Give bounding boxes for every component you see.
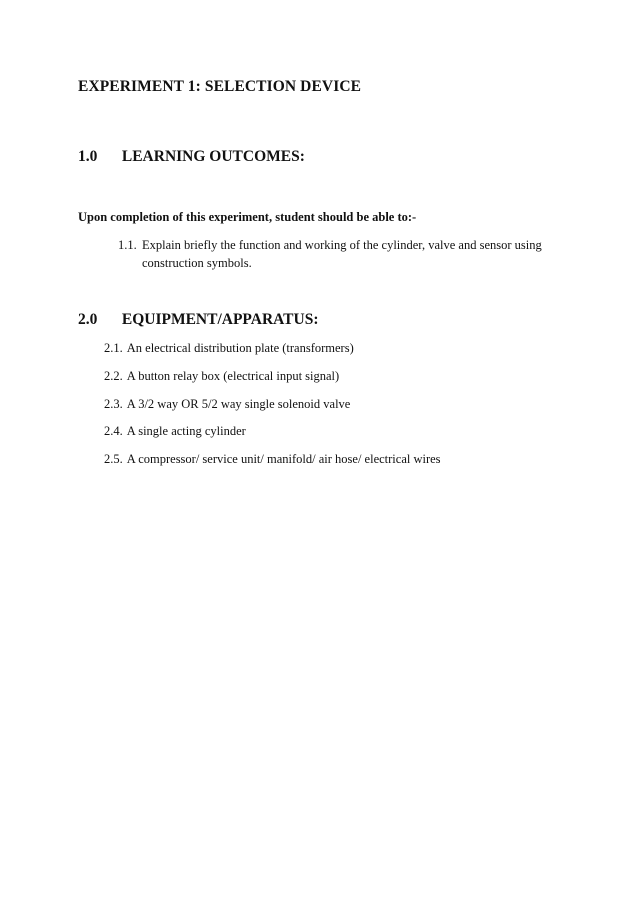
section-equipment-heading xyxy=(78,311,319,329)
section-number: 2.0 xyxy=(78,311,98,328)
item-text: An electrical distribution plate (transformers) xyxy=(126,341,354,355)
section-heading-text: EQUIPMENT/APPARATUS: xyxy=(121,311,319,328)
section-learning-outcomes-heading xyxy=(78,148,305,166)
item-text: A button relay box (electrical input signal) xyxy=(126,369,340,383)
item-text: A compressor/ service unit/ manifold/ air hose/ electrical wires xyxy=(126,452,441,466)
item-text: A single acting cylinder xyxy=(126,424,246,438)
outcome-line-1 xyxy=(118,236,564,254)
equipment-item xyxy=(104,369,339,384)
item-number: 2.3. xyxy=(104,397,123,411)
learning-outcomes-intro: Upon completion of this experiment, student should be able to:- xyxy=(78,210,417,224)
section-number: 1.0 xyxy=(78,148,98,165)
item-number: 2.1. xyxy=(104,341,123,355)
equipment-item xyxy=(104,424,246,439)
item-number: 2.4. xyxy=(104,424,123,438)
item-number: 2.5. xyxy=(104,452,123,466)
equipment-item xyxy=(104,341,354,356)
equipment-item xyxy=(104,397,350,412)
item-number: 1.1. xyxy=(118,238,137,252)
outcome-line-2: construction symbols. xyxy=(142,256,252,270)
item-text: A 3/2 way OR 5/2 way single solenoid valve xyxy=(126,397,351,411)
section-heading-text: LEARNING OUTCOMES: xyxy=(121,148,305,165)
item-number: 2.2. xyxy=(104,369,123,383)
learning-outcome-item xyxy=(118,236,564,272)
equipment-item xyxy=(104,452,441,467)
experiment-title: EXPERIMENT 1: SELECTION DEVICE xyxy=(78,78,362,95)
item-text: Explain briefly the function and working of the cylinder, valve and sensor using xyxy=(142,238,542,252)
